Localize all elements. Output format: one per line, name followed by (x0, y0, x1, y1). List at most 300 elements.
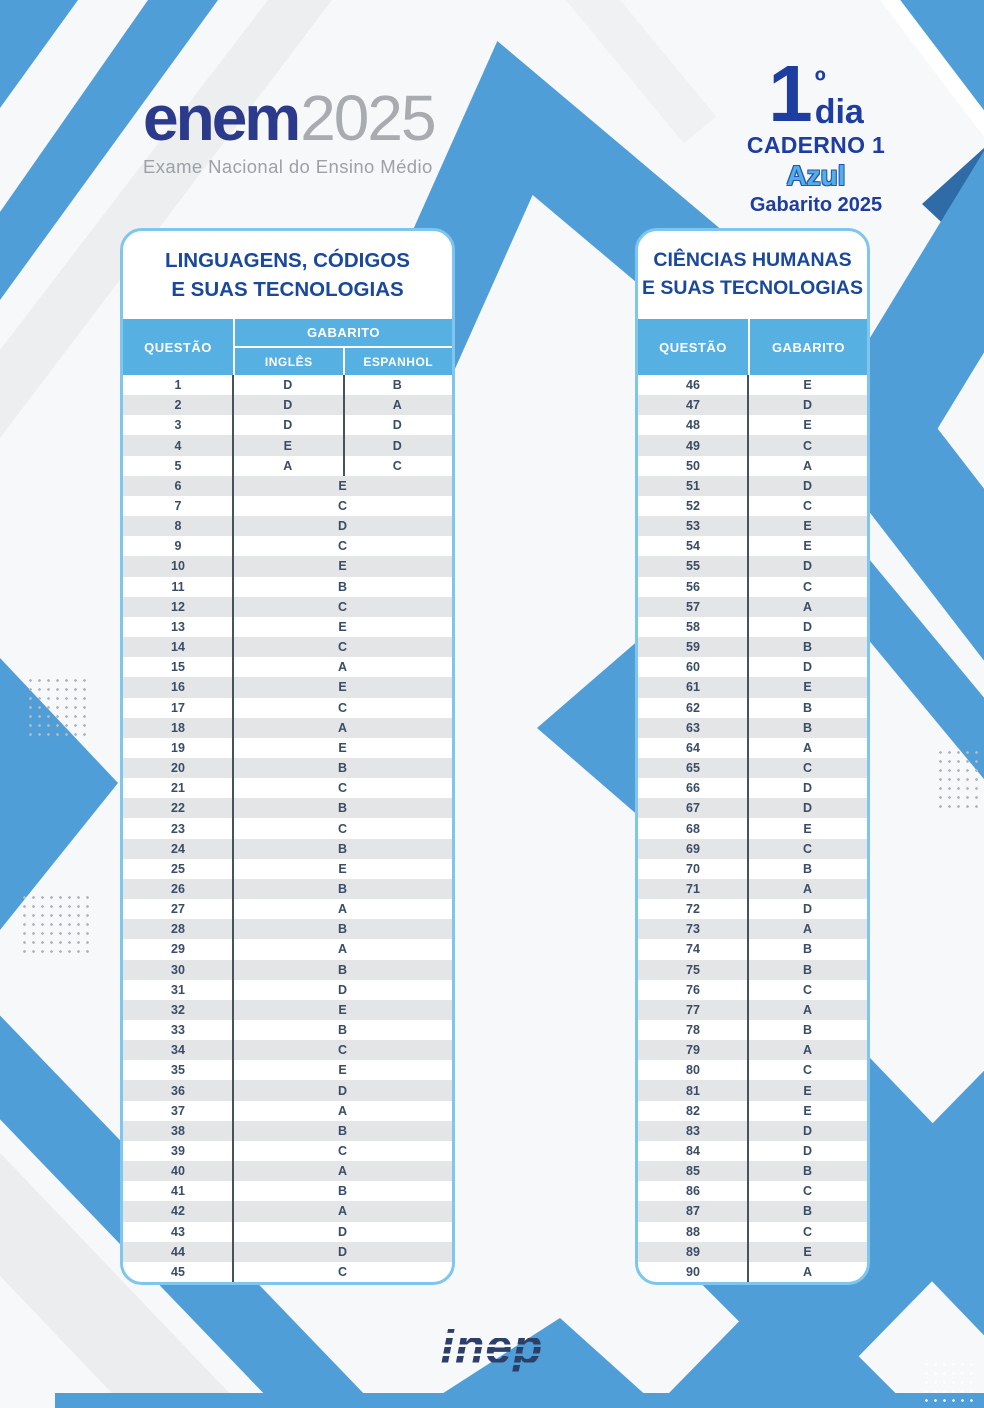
table-title-line1: LINGUAGENS, CÓDIGOS (165, 248, 410, 272)
answer-letter: A (802, 1264, 813, 1279)
question-number: 5 (174, 458, 182, 473)
table-row (123, 919, 452, 939)
question-number: 30 (171, 962, 185, 977)
answer-letter: E (338, 1002, 347, 1017)
answer-letter-espanhol: B (392, 378, 402, 393)
answer-letter: E (338, 740, 347, 755)
table-row (638, 677, 867, 697)
table-row (638, 435, 867, 455)
table-row (638, 758, 867, 778)
answer-letter: A (337, 902, 348, 917)
answer-letter: A (337, 660, 348, 675)
question-number: 48 (686, 418, 700, 433)
table-row (638, 1020, 867, 1040)
answer-letter: B (337, 1184, 348, 1199)
answer-letter-ingles: D (283, 378, 293, 393)
answer-letter: C (337, 599, 348, 614)
question-number: 62 (686, 700, 700, 715)
table-row (123, 536, 452, 556)
answer-letter: B (802, 1023, 813, 1038)
answer-letter-espanhol: D (392, 418, 402, 433)
table-row (638, 1181, 867, 1201)
question-number: 66 (686, 781, 700, 796)
table-row (638, 496, 867, 516)
column-header-questao: QUESTÃO (123, 319, 233, 375)
answer-letter: E (803, 418, 812, 433)
table-body (638, 375, 867, 1282)
table-row (638, 1101, 867, 1121)
question-number: 14 (171, 640, 185, 655)
question-number: 87 (686, 1204, 700, 1219)
question-number: 47 (686, 398, 700, 413)
answer-letter: C (802, 438, 813, 453)
table-row (638, 778, 867, 798)
question-number: 61 (686, 680, 700, 695)
answer-letter: A (802, 599, 813, 614)
question-number: 37 (171, 1103, 185, 1118)
question-number: 34 (171, 1043, 185, 1058)
table-row (123, 939, 452, 959)
day-number: 1 (768, 49, 813, 138)
table-row (638, 980, 867, 1000)
answer-letter: C (802, 761, 813, 776)
question-number: 56 (686, 579, 700, 594)
table-row (638, 1060, 867, 1080)
question-number: 6 (174, 478, 182, 493)
answer-letter: B (337, 922, 348, 937)
question-number: 11 (171, 579, 185, 594)
question-number: 26 (171, 881, 185, 896)
question-number: 52 (686, 499, 700, 514)
table-row (123, 1222, 452, 1242)
question-number: 40 (171, 1164, 185, 1179)
table-row (123, 476, 452, 496)
dot-pattern (936, 748, 978, 808)
table-title-line2: E SUAS TECNOLOGIAS (641, 277, 864, 299)
question-number: 67 (686, 801, 700, 816)
table-row (123, 1080, 452, 1100)
question-number: 63 (686, 720, 700, 735)
answer-letter: D (802, 801, 813, 816)
question-number: 69 (686, 841, 700, 856)
answer-letter-espanhol: A (392, 398, 402, 413)
question-number: 32 (171, 1002, 185, 1017)
table-title-line2: E SUAS TECNOLOGIAS (171, 278, 404, 301)
question-number: 43 (171, 1224, 185, 1239)
question-number: 33 (171, 1023, 185, 1038)
question-number: 89 (686, 1244, 700, 1259)
answer-letter: D (802, 1144, 813, 1159)
answer-letter: B (802, 1164, 813, 1179)
day-label (768, 49, 864, 138)
answer-letter: D (337, 519, 348, 534)
question-number: 75 (686, 962, 700, 977)
table-row (123, 1121, 452, 1141)
question-number: 22 (171, 801, 185, 816)
question-number: 82 (686, 1103, 700, 1118)
table-row (123, 516, 452, 536)
table-row (638, 1242, 867, 1262)
answer-letter: B (802, 700, 813, 715)
answer-letter-ingles: D (283, 418, 293, 433)
column-divider (747, 375, 749, 1282)
gabarito-year-label: Gabarito 2025 (749, 194, 883, 216)
answer-letter: D (337, 982, 348, 997)
question-number: 53 (686, 519, 700, 534)
answer-letter: C (337, 539, 348, 554)
answer-letter: D (802, 559, 813, 574)
question-number: 90 (686, 1264, 700, 1279)
day-word: dia (814, 93, 864, 132)
question-number: 45 (171, 1264, 185, 1279)
question-number: 1 (174, 378, 182, 393)
table-row (638, 1161, 867, 1181)
answer-letter-espanhol: C (392, 458, 402, 473)
answer-letter: E (803, 1103, 812, 1118)
answer-letter: E (803, 1244, 812, 1259)
answer-letter: B (802, 640, 813, 655)
table-row (638, 617, 867, 637)
table-title (638, 231, 867, 319)
table-row (638, 879, 867, 899)
answer-letter: E (803, 680, 812, 695)
table-row (638, 1121, 867, 1141)
table-row (638, 657, 867, 677)
table-row (123, 1060, 452, 1080)
question-number: 85 (686, 1164, 700, 1179)
table-row (638, 1000, 867, 1020)
table-row (638, 375, 867, 395)
logo-year: 2025 (300, 82, 435, 154)
table-row (638, 1141, 867, 1161)
answer-letter: D (802, 619, 813, 634)
question-number: 79 (686, 1043, 700, 1058)
answer-letter: B (337, 1023, 348, 1038)
question-number: 39 (171, 1144, 185, 1159)
answer-letter-ingles: D (283, 398, 293, 413)
day-ordinal: º (814, 65, 826, 99)
enem-logo (143, 82, 435, 178)
answer-letter: B (802, 942, 813, 957)
logo-subtitle: Exame Nacional do Ensino Médio (143, 156, 433, 177)
table-row (638, 597, 867, 617)
answer-letter: B (337, 761, 348, 776)
table-row (123, 1181, 452, 1201)
answer-letter: C (337, 640, 348, 655)
table-row (123, 859, 452, 879)
question-number: 3 (174, 418, 182, 433)
answer-letter: A (337, 942, 348, 957)
answer-letter: E (803, 519, 812, 534)
enem-wordmark: enem (143, 82, 299, 154)
table-row (638, 476, 867, 496)
question-number: 59 (686, 640, 700, 655)
answer-letter: A (802, 881, 813, 896)
question-number: 25 (171, 861, 185, 876)
answer-letter: D (802, 781, 813, 796)
table-row (123, 637, 452, 657)
answer-letter: B (337, 841, 348, 856)
table-row (123, 1141, 452, 1161)
question-number: 64 (686, 740, 700, 755)
column-header-ingles: INGLÊS (235, 348, 343, 375)
question-number: 12 (171, 599, 185, 614)
answer-letter: A (802, 922, 813, 937)
table-row (123, 677, 452, 697)
answer-letter: B (337, 801, 348, 816)
answer-letter: C (337, 821, 348, 836)
question-number: 21 (171, 781, 185, 796)
table-row (638, 556, 867, 576)
dot-pattern (922, 1360, 978, 1402)
question-number: 44 (171, 1244, 185, 1259)
answer-letter: E (803, 1083, 812, 1098)
answer-letter: B (802, 962, 813, 977)
question-number: 35 (171, 1063, 185, 1078)
answer-letter: C (802, 1063, 813, 1078)
answer-letter: C (337, 1043, 348, 1058)
table-row (123, 1020, 452, 1040)
question-number: 54 (686, 539, 700, 554)
table-row (123, 818, 452, 838)
question-number: 20 (171, 761, 185, 776)
question-number: 27 (171, 902, 185, 917)
table-header (123, 319, 452, 375)
table-row (123, 738, 452, 758)
table-row (638, 839, 867, 859)
table-row (638, 738, 867, 758)
answer-letter: A (337, 720, 348, 735)
answer-letter: B (337, 962, 348, 977)
answer-letter: B (337, 881, 348, 896)
answer-letter-espanhol: D (392, 438, 402, 453)
table-row (638, 718, 867, 738)
answer-letter: C (337, 1144, 348, 1159)
question-number: 7 (174, 499, 182, 514)
answer-letter: A (337, 1204, 348, 1219)
column-header-gabarito: GABARITO (235, 319, 452, 346)
answer-letter: A (802, 458, 813, 473)
table-row (123, 899, 452, 919)
answer-letter: D (802, 902, 813, 917)
answer-letter: E (338, 1063, 347, 1078)
table-body (123, 375, 452, 1282)
answer-letter: E (338, 680, 347, 695)
answer-letter: A (802, 740, 813, 755)
answer-letter: C (802, 499, 813, 514)
inep-logo: inep (440, 1321, 544, 1374)
question-number: 51 (686, 478, 700, 493)
table-row (123, 1242, 452, 1262)
question-number: 57 (686, 599, 700, 614)
question-number: 42 (171, 1204, 185, 1219)
table-row (638, 1080, 867, 1100)
table-title (123, 231, 452, 319)
answer-letter: C (802, 982, 813, 997)
column-header-espanhol: ESPANHOL (345, 348, 453, 375)
answer-letter: B (802, 720, 813, 735)
table-row (638, 818, 867, 838)
answer-letter: D (802, 478, 813, 493)
question-number: 31 (171, 982, 185, 997)
answer-letter: D (337, 1083, 348, 1098)
table-row (638, 456, 867, 476)
caderno-label: CADERNO 1 (746, 132, 886, 158)
question-number: 24 (171, 841, 185, 856)
question-number: 83 (686, 1123, 700, 1138)
table-row (638, 1262, 867, 1282)
question-number: 60 (686, 660, 700, 675)
table-row (123, 395, 452, 415)
table-row (638, 798, 867, 818)
table-row (123, 839, 452, 859)
answer-letter: A (337, 1103, 348, 1118)
question-number: 50 (686, 458, 700, 473)
dot-pattern (20, 893, 90, 955)
answer-letter: D (802, 398, 813, 413)
table-row (638, 577, 867, 597)
answer-letter: A (802, 1043, 813, 1058)
dot-pattern (26, 676, 90, 736)
table-row (123, 415, 452, 435)
question-number: 23 (171, 821, 185, 836)
table-row (638, 899, 867, 919)
question-number: 29 (171, 942, 185, 957)
answer-letter: E (803, 378, 812, 393)
table-row (123, 698, 452, 718)
caderno-color-label: Azul (786, 160, 846, 191)
table-row (638, 919, 867, 939)
question-number: 19 (171, 740, 185, 755)
table-row (123, 1201, 452, 1221)
question-number: 68 (686, 821, 700, 836)
question-number: 16 (171, 680, 185, 695)
question-number: 65 (686, 761, 700, 776)
question-number: 38 (171, 1123, 185, 1138)
question-number: 70 (686, 861, 700, 876)
table-row (123, 556, 452, 576)
column-divider (232, 375, 234, 1282)
answer-letter: D (802, 1123, 813, 1138)
table-row (638, 415, 867, 435)
answer-letter: D (802, 660, 813, 675)
table-row (123, 577, 452, 597)
question-number: 15 (171, 660, 185, 675)
table-row (638, 859, 867, 879)
answer-letter-ingles: E (283, 438, 292, 453)
table-row (638, 637, 867, 657)
answer-letter: C (802, 1224, 813, 1239)
table-row (123, 456, 452, 476)
table-header (638, 319, 867, 375)
question-number: 74 (686, 942, 700, 957)
table-row (638, 1040, 867, 1060)
question-number: 36 (171, 1083, 185, 1098)
table-row (123, 879, 452, 899)
table-row (123, 778, 452, 798)
question-number: 71 (686, 881, 700, 896)
question-number: 55 (686, 559, 700, 574)
question-number: 2 (174, 398, 182, 413)
table-row (123, 435, 452, 455)
edition-block (732, 49, 900, 217)
answer-letter: B (337, 579, 348, 594)
question-number: 13 (171, 619, 185, 634)
answer-letter: C (337, 1264, 348, 1279)
question-number: 76 (686, 982, 700, 997)
table-row (123, 597, 452, 617)
table-row (123, 657, 452, 677)
question-number: 8 (174, 519, 182, 534)
question-number: 84 (686, 1144, 700, 1159)
answer-letter: C (337, 499, 348, 514)
question-number: 17 (171, 700, 185, 715)
question-number: 10 (171, 559, 185, 574)
table-row (638, 395, 867, 415)
question-number: 9 (174, 539, 182, 554)
table-row (638, 960, 867, 980)
question-number: 73 (686, 922, 700, 937)
table-row (123, 617, 452, 637)
language-column-divider (343, 375, 345, 476)
table-row (638, 1222, 867, 1242)
answer-letter: C (337, 781, 348, 796)
answer-letter: C (337, 700, 348, 715)
table-row (123, 798, 452, 818)
answer-letter: A (802, 1002, 813, 1017)
table-row (638, 1201, 867, 1221)
table-row (123, 1000, 452, 1020)
question-number: 28 (171, 922, 185, 937)
answer-letter: D (337, 1224, 348, 1239)
table-row (123, 1040, 452, 1060)
table-row (638, 939, 867, 959)
question-number: 4 (174, 438, 182, 453)
table-row (123, 496, 452, 516)
answer-letter: E (803, 821, 812, 836)
answer-letter: B (802, 1204, 813, 1219)
question-number: 41 (171, 1184, 185, 1199)
table-row (123, 1161, 452, 1181)
answer-letter: C (802, 579, 813, 594)
table-row (123, 960, 452, 980)
table-row (123, 375, 452, 395)
table-row (638, 516, 867, 536)
question-number: 49 (686, 438, 700, 453)
question-number: 86 (686, 1184, 700, 1199)
table-row (638, 698, 867, 718)
answer-letter: E (338, 861, 347, 876)
answer-letter: D (337, 1244, 348, 1259)
question-number: 78 (686, 1023, 700, 1038)
answer-letter: B (337, 1123, 348, 1138)
answer-letter: C (802, 841, 813, 856)
question-number: 18 (171, 720, 185, 735)
question-number: 46 (686, 378, 700, 393)
table-row (123, 718, 452, 738)
question-number: 77 (686, 1002, 700, 1017)
answer-letter: E (803, 539, 812, 554)
answer-letter: E (338, 478, 347, 493)
table-row (638, 536, 867, 556)
question-number: 80 (686, 1063, 700, 1078)
table-row (123, 1101, 452, 1121)
question-number: 88 (686, 1224, 700, 1239)
answer-letter: B (802, 861, 813, 876)
table-row (123, 980, 452, 1000)
answer-letter-ingles: A (283, 458, 293, 473)
question-number: 81 (686, 1083, 700, 1098)
